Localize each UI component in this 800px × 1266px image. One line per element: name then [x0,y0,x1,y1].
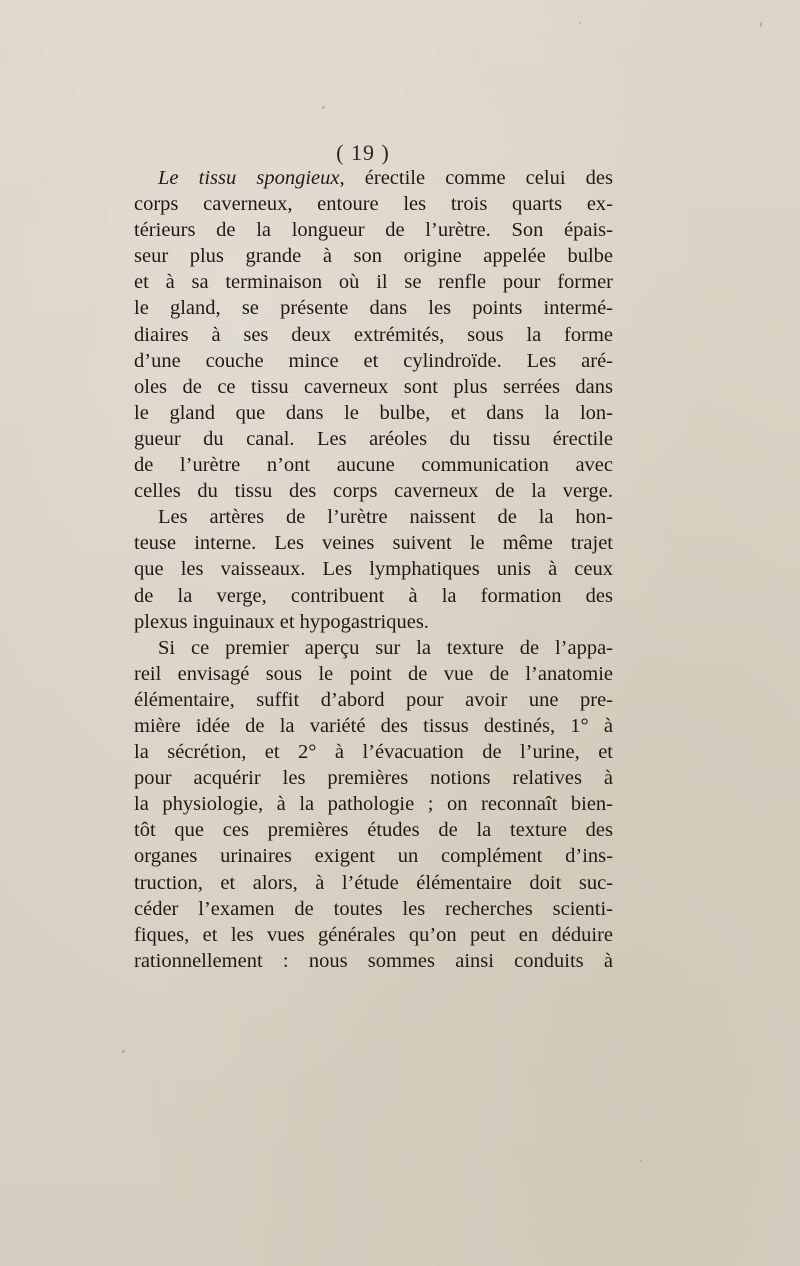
text-line: plexus inguinaux et hypogastriques. [134,610,429,633]
text-line: Les artères de l’urètre naissent de la hon- [158,506,613,529]
text-line: gueur du canal. Les aréoles du tissu érectile [134,427,613,450]
text-line: térieurs de la longueur de l’urètre. Son épais- [134,219,613,242]
text-line: de la verge, contribuent à la formation des [134,584,613,607]
text-line: reil envisagé sous le point de vue de l’anatomie [134,662,613,685]
paper-speck [640,1160,642,1162]
paper-speck [760,22,762,27]
text-line [134,165,613,191]
text-line: Si ce premier aperçu sur la texture de l’appa- [158,636,613,659]
text-line: la sécrétion, et 2° à l’évacuation de l’urine, et [134,741,613,764]
paper-speck [579,22,581,24]
text-line: truction, et alors, à l’étude élémentaire doit suc- [134,871,613,894]
text-line: mière idée de la variété des tissus destinés, 1° à [134,714,613,737]
text-line: corps caverneux, entoure les trois quarts ex- [134,193,613,216]
text-line: et à sa terminaison où il se renfle pour former [134,271,613,294]
text-line: tôt que ces premières études de la texture des [134,819,613,842]
text-line: de l’urètre n’ont aucune communication avec [134,454,613,477]
text-line: rationnellement : nous sommes ainsi conduits à [134,949,613,972]
text-line: fiques, et les vues générales qu’on peut en déduire [134,923,613,946]
text-line: le gland que dans le bulbe, et dans la lon- [134,401,613,424]
body-text [134,165,613,974]
text-line: la physiologie, à la pathologie ; on reconnaît bien- [134,793,613,816]
text-line-rest: , érectile comme celui des [339,167,613,189]
text-line: teuse interne. Les veines suivent le même trajet [134,532,613,555]
text-line: céder l’examen de toutes les recherches scienti- [134,897,613,920]
text-line: oles de ce tissu caverneux sont plus serrées dans [134,375,613,398]
text-line: seur plus grande à son origine appelée bulbe [134,245,613,268]
paper-speck [122,1050,125,1053]
paper-speck [322,106,325,109]
text-line: que les vaisseaux. Les lymphatiques unis à ceux [134,558,613,581]
italic-term: Le tissu spongieux [158,167,340,189]
text-line: d’une couche mince et cylindroïde. Les aré- [134,349,613,372]
text-line: celles du tissu des corps caverneux de la verge. [134,480,613,503]
text-line: pour acquérir les premières notions relatives à [134,767,613,790]
text-line: le gland, se présente dans les points intermé- [134,297,613,320]
text-line: organes urinaires exigent un complément d’ins- [134,845,613,868]
text-line: diaires à ses deux extrémités, sous la forme [134,323,613,346]
text-line: élémentaire, suffit d’abord pour avoir une pre- [134,688,613,711]
page-number: ( 19 ) [336,140,390,165]
